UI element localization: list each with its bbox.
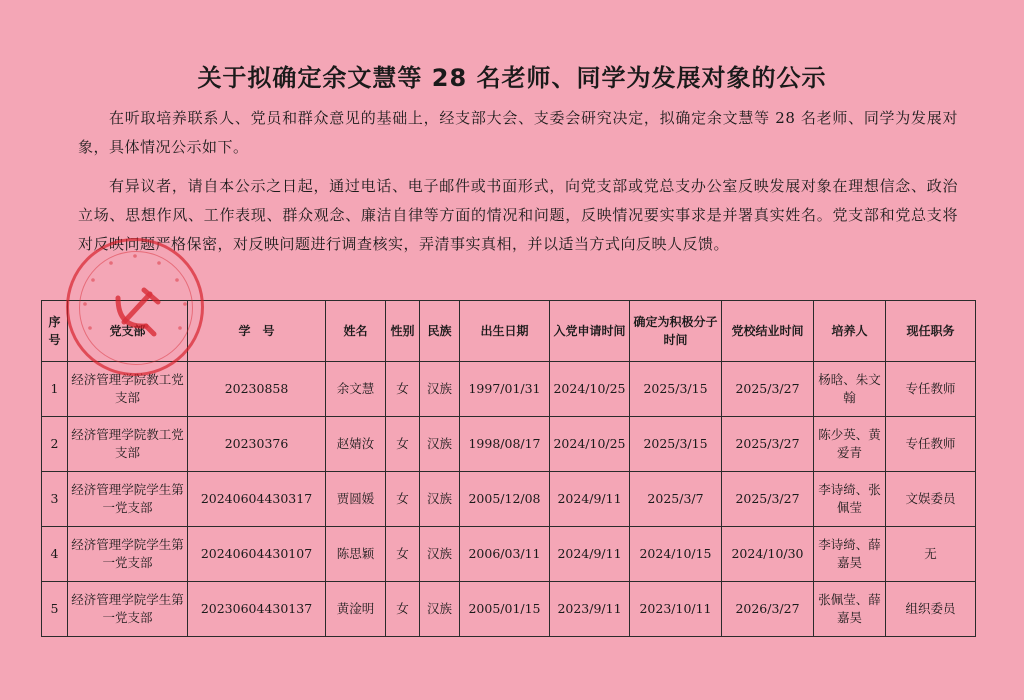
cell-branch: 经济管理学院学生第一党支部 <box>68 527 188 582</box>
cell-ethnicity: 汉族 <box>420 527 460 582</box>
table-row <box>42 582 976 637</box>
cell-branch: 经济管理学院教工党支部 <box>68 362 188 417</box>
cell-activist-date: 2024/10/15 <box>630 527 722 582</box>
table-row <box>42 417 976 472</box>
cell-index: 5 <box>42 582 68 637</box>
cell-birth-date: 2005/01/15 <box>460 582 550 637</box>
cell-application-date: 2024/10/25 <box>550 362 630 417</box>
cell-application-date: 2024/9/11 <box>550 527 630 582</box>
cell-activist-date: 2025/3/15 <box>630 417 722 472</box>
header-birth-date: 出生日期 <box>460 301 550 362</box>
page-title: 关于拟确定余文慧等 28 名老师、同学为发展对象的公示 <box>197 64 827 92</box>
cell-mentors: 陈少英、黄爱青 <box>814 417 886 472</box>
cell-graduation-date: 2025/3/27 <box>722 417 814 472</box>
paragraph-intro: 在听取培养联系人、党员和群众意见的基础上，经支部大会、支委会研究决定，拟确定余文慧等 28 名老师、同学为发展对象，具体情况公示如下。 <box>78 109 958 156</box>
cell-index: 2 <box>42 417 68 472</box>
cell-mentors: 杨晗、朱文翰 <box>814 362 886 417</box>
cell-activist-date: 2025/3/15 <box>630 362 722 417</box>
cell-branch: 经济管理学院学生第一党支部 <box>68 582 188 637</box>
cell-mentors: 李诗绮、薛嘉昊 <box>814 527 886 582</box>
cell-ethnicity: 汉族 <box>420 362 460 417</box>
cell-name: 余文慧 <box>326 362 386 417</box>
cell-name: 黄淦明 <box>326 582 386 637</box>
header-activist-date: 确定为积极分子时间 <box>630 301 722 362</box>
cell-gender: 女 <box>386 582 420 637</box>
cell-birth-date: 2005/12/08 <box>460 472 550 527</box>
cell-position: 专任教师 <box>886 362 976 417</box>
cell-branch: 经济管理学院学生第一党支部 <box>68 472 188 527</box>
cell-activist-date: 2025/3/7 <box>630 472 722 527</box>
cell-graduation-date: 2024/10/30 <box>722 527 814 582</box>
header-position: 现任职务 <box>886 301 976 362</box>
cell-activist-date: 2023/10/11 <box>630 582 722 637</box>
cell-student-id: 20240604430317 <box>188 472 326 527</box>
paragraph-objection: 有异议者，请自本公示之日起，通过电话、电子邮件或书面形式，向党支部或党总支办公室反映发展对象在理想信念、政治立场、思想作风、工作表现、群众观念、廉洁自律等方面的情况和问题，反映情况要实事求是并署真实姓名。党支部和党总支将对反映问题严格保密，对反映问题进行调查核实，弄清事实真相，并以适当方式向反映人反馈。 <box>78 177 958 253</box>
cell-graduation-date: 2026/3/27 <box>722 582 814 637</box>
cell-student-id: 20230604430137 <box>188 582 326 637</box>
cell-position: 组织委员 <box>886 582 976 637</box>
cell-gender: 女 <box>386 362 420 417</box>
cell-index: 1 <box>42 362 68 417</box>
cell-birth-date: 1997/01/31 <box>460 362 550 417</box>
cell-application-date: 2024/9/11 <box>550 472 630 527</box>
cell-mentors: 李诗绮、张佩莹 <box>814 472 886 527</box>
cell-application-date: 2023/9/11 <box>550 582 630 637</box>
official-seal <box>66 238 204 376</box>
cell-gender: 女 <box>386 472 420 527</box>
cell-application-date: 2024/10/25 <box>550 417 630 472</box>
cell-name: 贾圆媛 <box>326 472 386 527</box>
header-application-date: 入党申请时间 <box>550 301 630 362</box>
cell-index: 3 <box>42 472 68 527</box>
cell-graduation-date: 2025/3/27 <box>722 472 814 527</box>
cell-birth-date: 1998/08/17 <box>460 417 550 472</box>
table-row <box>42 472 976 527</box>
cell-ethnicity: 汉族 <box>420 417 460 472</box>
header-index: 序号 <box>42 301 68 362</box>
header-branch: 党支部 <box>68 301 188 362</box>
cell-name: 赵婧汝 <box>326 417 386 472</box>
table-row <box>42 527 976 582</box>
cell-branch: 经济管理学院教工党支部 <box>68 417 188 472</box>
header-student-id: 学 号 <box>188 301 326 362</box>
cell-birth-date: 2006/03/11 <box>460 527 550 582</box>
cell-position: 无 <box>886 527 976 582</box>
cell-gender: 女 <box>386 527 420 582</box>
header-mentors: 培养人 <box>814 301 886 362</box>
header-school-graduation-date: 党校结业时间 <box>722 301 814 362</box>
party-emblem-icon <box>66 238 204 376</box>
cell-graduation-date: 2025/3/27 <box>722 362 814 417</box>
cell-student-id: 20230858 <box>188 362 326 417</box>
header-name: 姓名 <box>326 301 386 362</box>
cell-mentors: 张佩莹、薛嘉昊 <box>814 582 886 637</box>
cell-student-id: 20230376 <box>188 417 326 472</box>
cell-ethnicity: 汉族 <box>420 472 460 527</box>
header-ethnicity: 民族 <box>420 301 460 362</box>
cell-gender: 女 <box>386 417 420 472</box>
cell-position: 文娱委员 <box>886 472 976 527</box>
cell-ethnicity: 汉族 <box>420 582 460 637</box>
header-gender: 性别 <box>386 301 420 362</box>
cell-name: 陈思颖 <box>326 527 386 582</box>
cell-index: 4 <box>42 527 68 582</box>
cell-student-id: 20240604430107 <box>188 527 326 582</box>
cell-position: 专任教师 <box>886 417 976 472</box>
